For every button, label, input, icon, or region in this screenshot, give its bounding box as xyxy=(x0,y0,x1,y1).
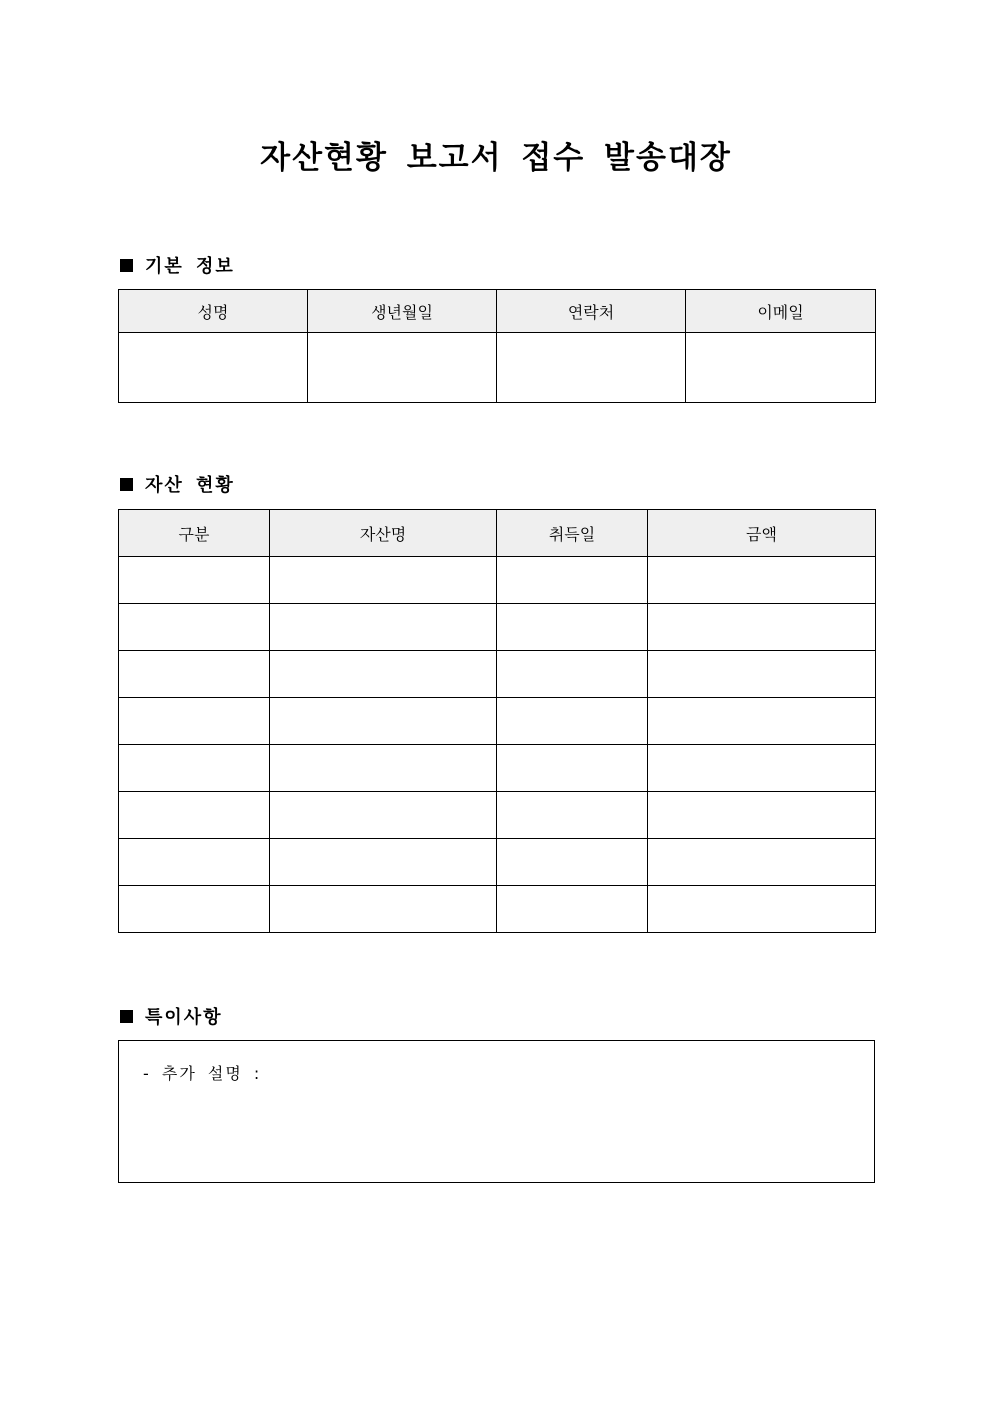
notes-additional-description: - 추가 설명 : xyxy=(143,1064,262,1083)
assets-table xyxy=(118,509,876,933)
asset-name-cell[interactable] xyxy=(270,604,497,651)
document-title: 자산현황 보고서 접수 발송대장 xyxy=(260,140,732,176)
basic-info-heading xyxy=(118,253,235,277)
asset-name-cell[interactable] xyxy=(270,886,497,933)
header-asset-name: 자산명 xyxy=(270,510,497,557)
category-cell[interactable] xyxy=(119,792,270,839)
birthdate-cell[interactable] xyxy=(308,333,497,403)
table-row xyxy=(119,557,876,604)
basic-info-header-row xyxy=(119,290,876,333)
header-name: 성명 xyxy=(119,290,308,333)
table-row xyxy=(119,698,876,745)
acquired-date-cell[interactable] xyxy=(497,745,648,792)
amount-cell[interactable] xyxy=(648,557,876,604)
square-bullet-icon xyxy=(120,1010,133,1023)
square-bullet-icon xyxy=(120,478,133,491)
square-bullet-icon xyxy=(120,259,133,272)
table-row xyxy=(119,651,876,698)
basic-info-table xyxy=(118,289,876,403)
email-cell[interactable] xyxy=(686,333,876,403)
table-row xyxy=(119,839,876,886)
header-category: 구분 xyxy=(119,510,270,557)
acquired-date-cell[interactable] xyxy=(497,651,648,698)
notes-box[interactable] xyxy=(118,1040,875,1183)
assets-header-row xyxy=(119,510,876,557)
category-cell[interactable] xyxy=(119,604,270,651)
category-cell[interactable] xyxy=(119,886,270,933)
notes-heading-label: 특이사항 xyxy=(145,1007,223,1028)
name-cell[interactable] xyxy=(119,333,308,403)
notes-heading xyxy=(118,1004,223,1028)
table-row xyxy=(119,604,876,651)
acquired-date-cell[interactable] xyxy=(497,604,648,651)
assets-heading xyxy=(118,472,235,496)
header-amount: 금액 xyxy=(648,510,876,557)
table-row xyxy=(119,886,876,933)
asset-name-cell[interactable] xyxy=(270,651,497,698)
contact-cell[interactable] xyxy=(497,333,686,403)
header-contact: 연락처 xyxy=(497,290,686,333)
category-cell[interactable] xyxy=(119,698,270,745)
basic-info-entry-row xyxy=(119,333,876,403)
category-cell[interactable] xyxy=(119,745,270,792)
asset-name-cell[interactable] xyxy=(270,745,497,792)
acquired-date-cell[interactable] xyxy=(497,886,648,933)
asset-name-cell[interactable] xyxy=(270,698,497,745)
header-acquired-date: 취득일 xyxy=(497,510,648,557)
table-row xyxy=(119,745,876,792)
amount-cell[interactable] xyxy=(648,651,876,698)
acquired-date-cell[interactable] xyxy=(497,698,648,745)
header-birthdate: 생년월일 xyxy=(308,290,497,333)
assets-heading-label: 자산 현황 xyxy=(145,475,235,496)
amount-cell[interactable] xyxy=(648,792,876,839)
amount-cell[interactable] xyxy=(648,698,876,745)
header-email: 이메일 xyxy=(686,290,876,333)
table-row xyxy=(119,792,876,839)
amount-cell[interactable] xyxy=(648,839,876,886)
acquired-date-cell[interactable] xyxy=(497,557,648,604)
amount-cell[interactable] xyxy=(648,604,876,651)
basic-info-heading-label: 기본 정보 xyxy=(145,256,235,277)
acquired-date-cell[interactable] xyxy=(497,792,648,839)
category-cell[interactable] xyxy=(119,651,270,698)
asset-name-cell[interactable] xyxy=(270,792,497,839)
amount-cell[interactable] xyxy=(648,745,876,792)
asset-name-cell[interactable] xyxy=(270,557,497,604)
category-cell[interactable] xyxy=(119,557,270,604)
category-cell[interactable] xyxy=(119,839,270,886)
asset-name-cell[interactable] xyxy=(270,839,497,886)
amount-cell[interactable] xyxy=(648,886,876,933)
acquired-date-cell[interactable] xyxy=(497,839,648,886)
